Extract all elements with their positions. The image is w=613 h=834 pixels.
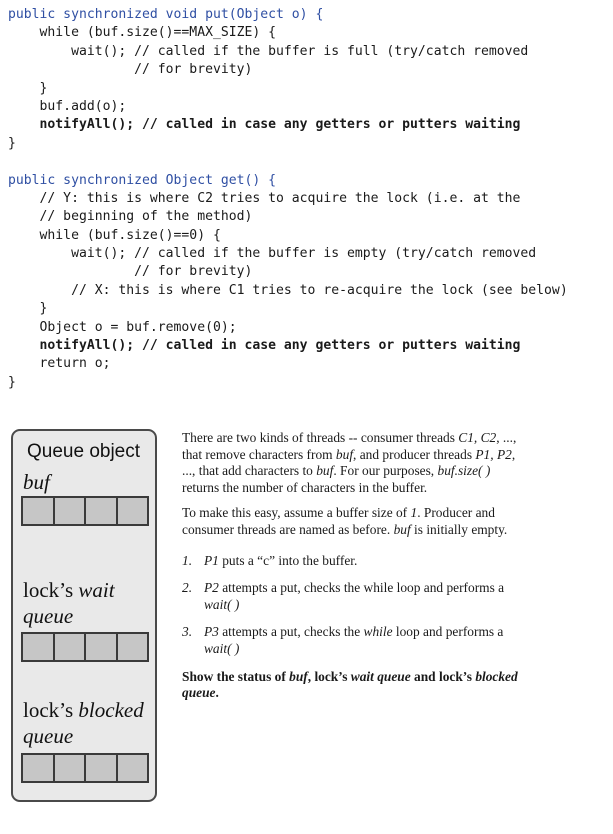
setup-paragraph: To make this easy, assume a buffer size of 1. Producer and consumer threads are named as before. buf is initially empty. bbox=[182, 505, 508, 537]
code-line: Object o = buf.remove(0); bbox=[8, 319, 237, 335]
list-item: 1. P1 puts a “c” into the buffer. bbox=[182, 552, 358, 568]
code-line: wait(); // called if the buffer is full (try/catch removed bbox=[8, 43, 529, 59]
code-line: while (buf.size()==0) { bbox=[8, 227, 221, 243]
code-line: // Y: this is where C2 tries to acquire the lock (i.e. at the bbox=[8, 190, 521, 206]
buf-cell bbox=[118, 498, 148, 524]
steps-list bbox=[182, 553, 522, 658]
blocked-queue-cell bbox=[86, 755, 118, 781]
wait-queue-label: lock’s wait queue bbox=[23, 578, 115, 628]
buf-cells bbox=[21, 496, 149, 526]
code-line: } bbox=[8, 80, 48, 96]
buf-cell bbox=[86, 498, 118, 524]
queue-title: Queue object bbox=[27, 441, 141, 462]
code-line: } bbox=[8, 135, 16, 151]
problem-text bbox=[182, 430, 522, 711]
wait-queue-cell bbox=[55, 634, 87, 660]
code-line: // for brevity) bbox=[8, 264, 253, 280]
code-line bbox=[8, 153, 568, 171]
buf-cell bbox=[55, 498, 87, 524]
code-line: while (buf.size()==MAX_SIZE) { bbox=[8, 25, 277, 41]
intro-paragraph: There are two kinds of threads -- consumer threads C1, C2, ..., that remove characters from buf, and producer threads P1, P2, ..., that add characters to buf. For our purposes, buf.size( ) returns the number of characters in the buffer. bbox=[182, 430, 517, 495]
buf-cell bbox=[23, 498, 55, 524]
code-line: } bbox=[8, 301, 48, 317]
blocked-queue-cell bbox=[118, 755, 148, 781]
buf-label: buf bbox=[23, 470, 50, 494]
code-line: // for brevity) bbox=[8, 62, 253, 78]
wait-queue-cells bbox=[21, 632, 149, 662]
code-line: // X: this is where C1 tries to re-acquire the lock (see below) bbox=[8, 282, 568, 298]
blocked-queue-cells bbox=[21, 753, 149, 783]
wait-queue-cell bbox=[118, 634, 148, 660]
task-instruction: Show the status of buf, lock’s wait queue and lock’s blocked queue. bbox=[182, 668, 518, 701]
code-line: public synchronized Object get() { bbox=[8, 172, 277, 188]
blocked-queue-cell bbox=[23, 755, 55, 781]
code-line: return o; bbox=[8, 356, 111, 372]
code-line: } bbox=[8, 374, 16, 390]
wait-queue-cell bbox=[86, 634, 118, 660]
code-line: notifyAll(); // called in case any getters or putters waiting bbox=[8, 338, 521, 354]
code-listing bbox=[8, 6, 568, 392]
code-line: notifyAll(); // called in case any getters or putters waiting bbox=[8, 117, 521, 133]
blocked-queue-cell bbox=[55, 755, 87, 781]
list-item: 3. P3 attempts a put, checks the while loop and performs a wait( ) bbox=[182, 624, 504, 656]
code-line: public synchronized void put(Object o) { bbox=[8, 7, 324, 22]
wait-queue-cell bbox=[23, 634, 55, 660]
code-line: buf.add(o); bbox=[8, 98, 127, 114]
code-line: wait(); // called if the buffer is empty (try/catch removed bbox=[8, 246, 537, 262]
blocked-queue-label: lock’s blocked queue bbox=[23, 698, 144, 748]
queue-object-box bbox=[11, 429, 157, 802]
list-item: 2. P2 attempts a put, checks the while loop and performs a wait( ) bbox=[182, 580, 505, 612]
code-line: // beginning of the method) bbox=[8, 209, 253, 225]
